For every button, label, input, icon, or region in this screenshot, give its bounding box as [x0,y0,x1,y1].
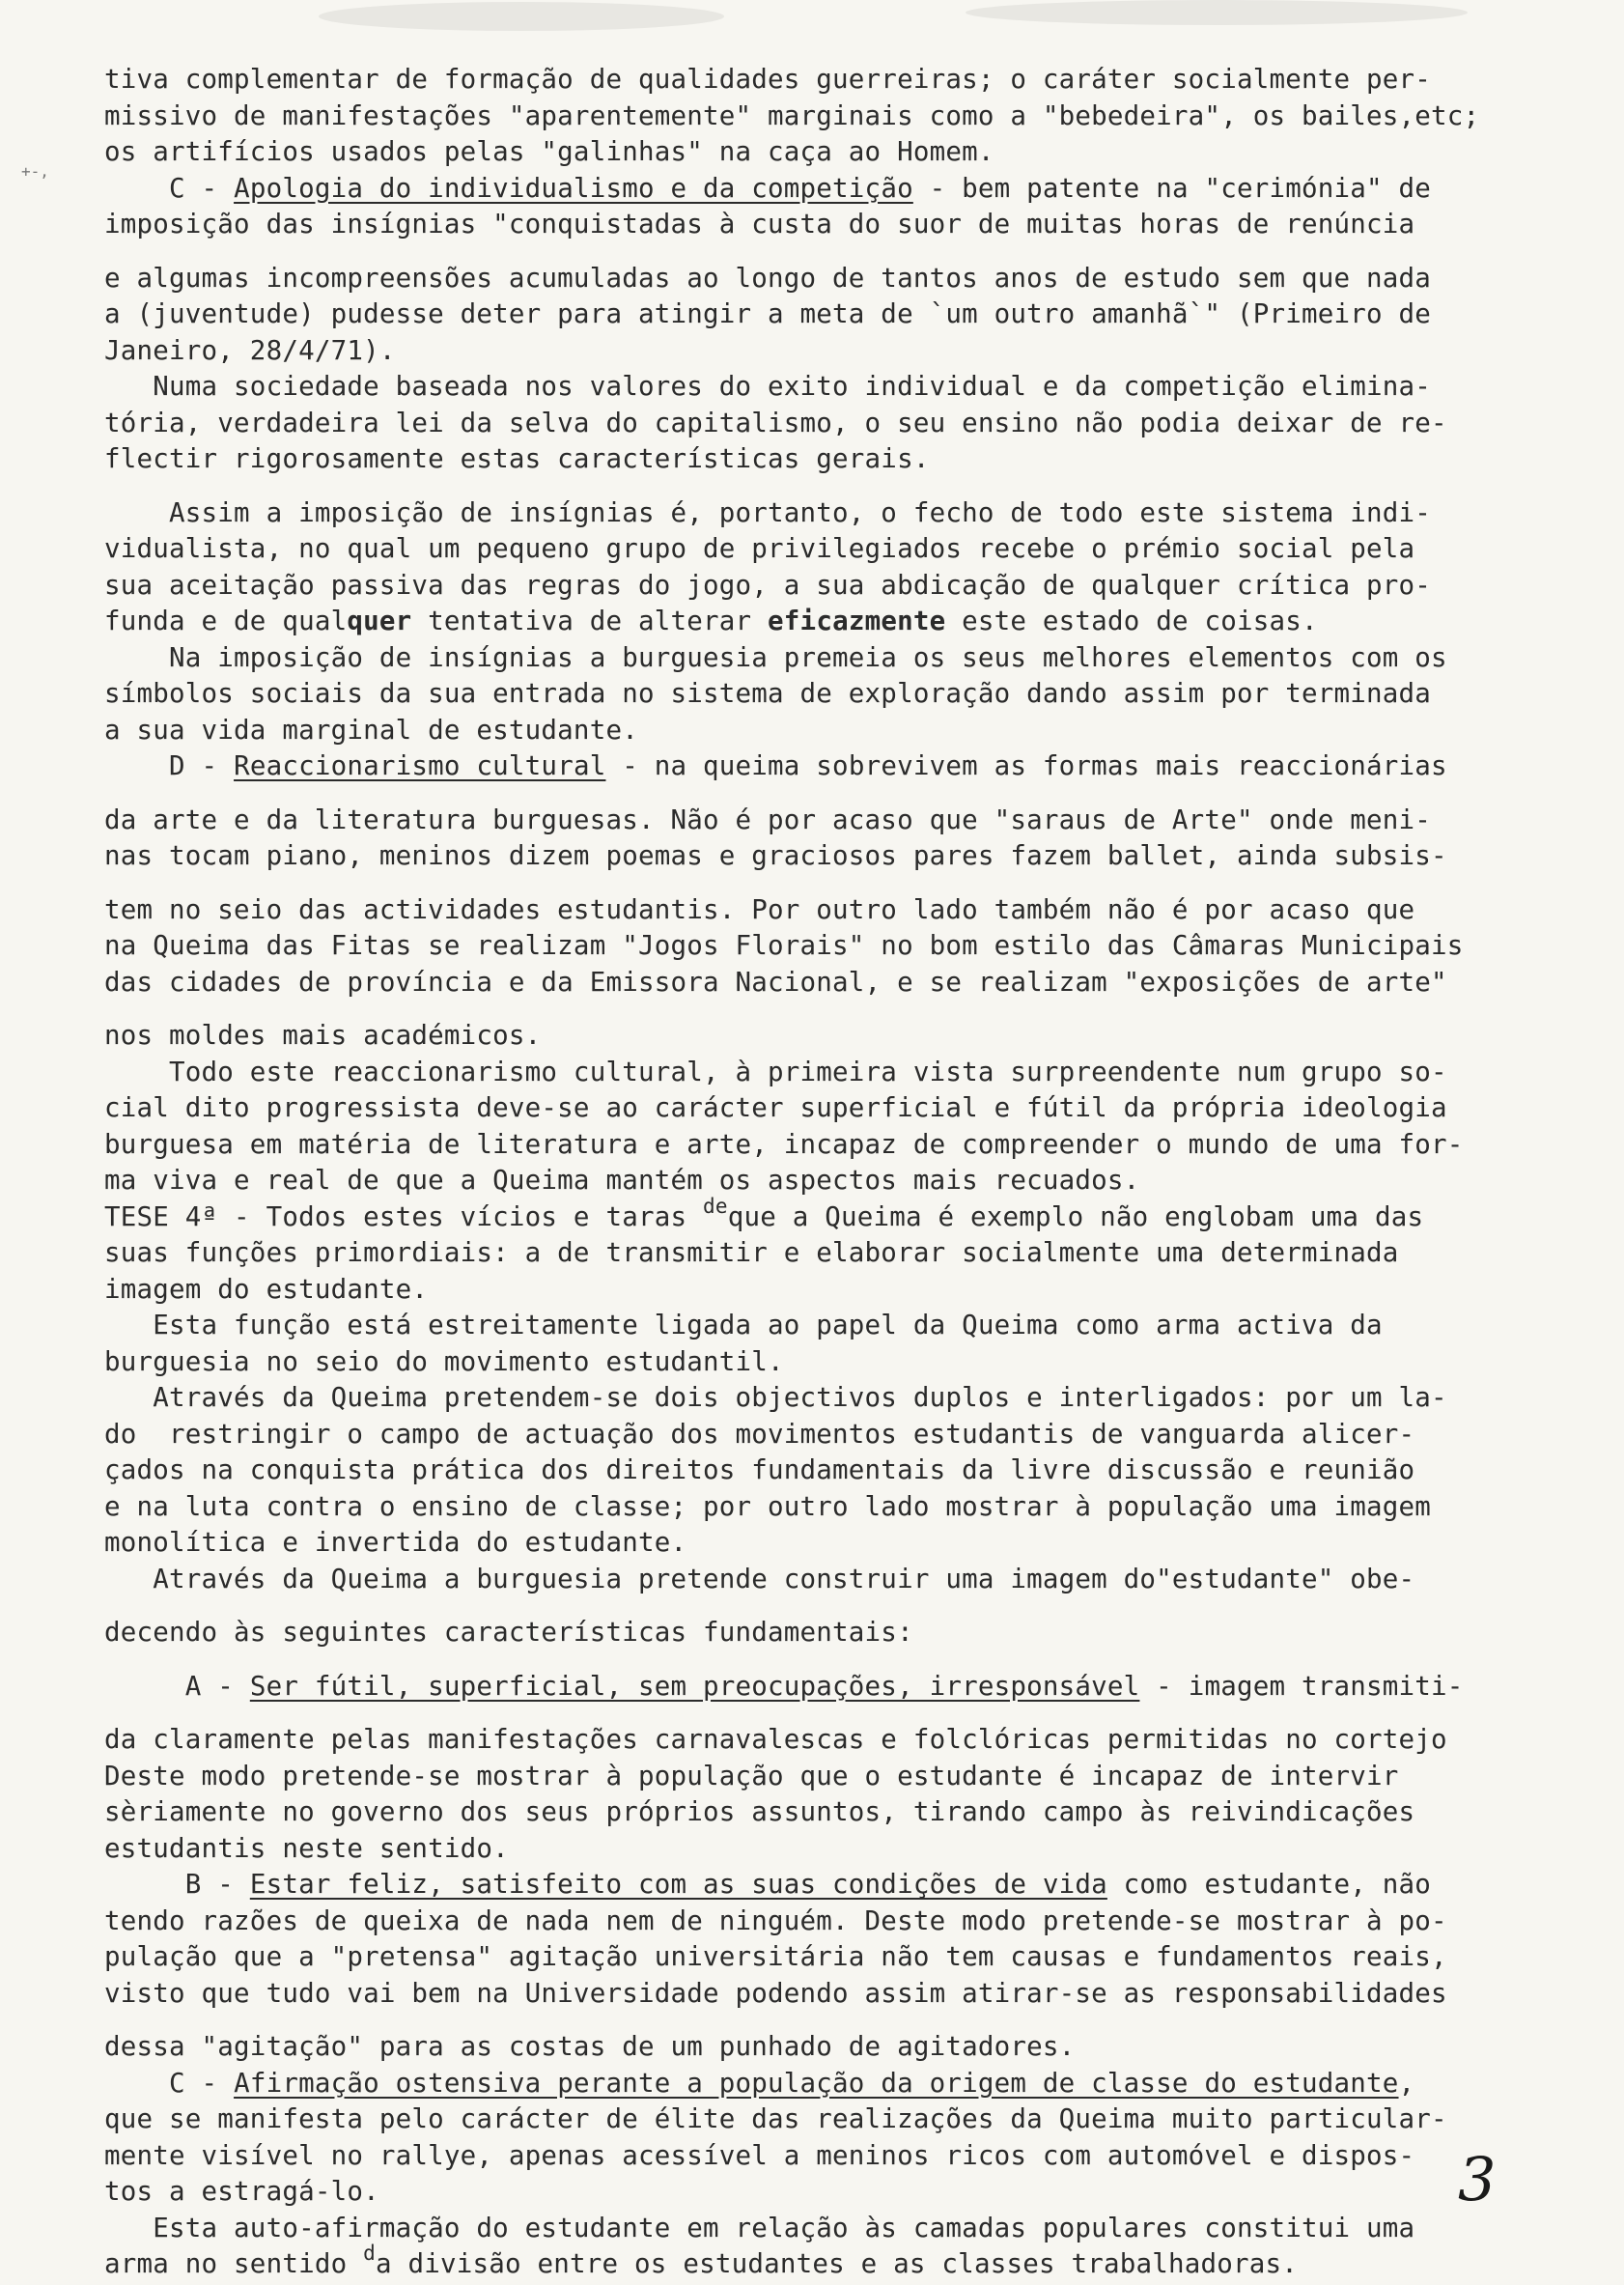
line-gap [104,785,1591,803]
text-line [104,803,1591,839]
line-text: como estudante, não [1106,1869,1432,1900]
line-text: Através da Queima a burguesia pretende construir uma imagem do"estudante" obe- [104,1563,1415,1594]
superscript-insertion: d [363,2242,376,2265]
text-line [104,1669,1591,1706]
line-text: mente visível no rallye, apenas acessível a meninos ricos com automóvel e dispos- [104,2139,1415,2171]
text-line [104,1018,1591,1055]
line-text: nos moldes mais académicos. [104,1020,542,1051]
line-text: vidualista, no qual um pequeno grupo de privilegiados recebe o prémio social pela [104,533,1415,564]
line-text: sua aceitação passiva das regras do jogo, a sua abdicação de qualquer crítica pro- [104,569,1432,601]
line-text: pulação que a "pretensa" agitação universitária não tem causas e fundamentos reais, [104,1941,1447,1972]
line-text: Esta auto-afirmação do estudante em relação às camadas populares constitui uma [104,2212,1415,2243]
text-line [104,1976,1591,2013]
line-text: Assim a imposição de insígnias é, portanto, o fecho de todo este sistema indi- [104,496,1432,528]
text-line [104,2029,1591,2066]
line-text: e na luta contra o ensino de classe; por outro lado mostrar à população uma imagem [104,1490,1432,1522]
text-line [104,1525,1591,1562]
line-text: Através da Queima pretendem-se dois objectivos duplos e interligados: por um la- [104,1382,1447,1413]
line-text: do restringir o campo de actuação dos movimentos estudantis de vanguarda alicer- [104,1418,1415,1450]
line-text: tem no seio das actividades estudantis. Por outro lado também não é por acaso que [104,893,1415,925]
line-text: cial dito progressista deve-se ao carácter superficial e fútil da própria ideologia [104,1092,1447,1123]
line-text: tos a estragá-lo. [104,2176,379,2207]
line-text: çados na conquista prática dos direitos fundamentais da livre discussão e reunião [104,1454,1415,1485]
superscript-insertion: de [703,1194,728,1218]
text-line [104,892,1591,929]
text-line [104,1380,1591,1417]
line-text: D - [104,750,235,781]
line-text: imposição das insígnias "conquistadas à custa do suor de muitas horas de renúncia [104,209,1415,240]
line-text: Todo este reaccionarismo cultural, à primeira vista surpreendente num grupo so- [104,1056,1447,1087]
line-text: tendo razões de queixa de nada nem de ninguém. Deste modo pretende-se mostrar à po- [104,1904,1447,1936]
text-line [104,713,1591,749]
line-text: arma no sentido [104,2248,364,2279]
line-text: monolítica e invertida do estudante. [104,1527,687,1558]
body-text [104,62,1591,2283]
text-line [104,2102,1591,2138]
line-text: B - [104,1869,250,1900]
line-gap [104,243,1591,261]
text-line [104,2138,1591,2175]
text-line [104,207,1591,243]
line-gap [104,1597,1591,1615]
text-line [104,1562,1591,1598]
text-line [104,261,1591,297]
line-text: - imagem transmiti- [1139,1670,1464,1702]
line-text: decendo às seguintes características fundamentais: [104,1617,913,1648]
text-line [104,568,1591,605]
line-text: C - [104,172,235,204]
line-text: Esta função está estreitamente ligada ao papel da Queima como arma activa da [104,1310,1383,1340]
bold-correction: quer [347,606,412,636]
line-text: burguesa em matéria de literatura e arte, incapaz de compreender o mundo de uma for- [104,1128,1464,1160]
text-line [104,1794,1591,1831]
text-line [104,1904,1591,1940]
underlined-heading: Estar feliz, satisfeito com as suas condições de vida [249,1869,1107,1900]
text-line [104,1194,1591,1236]
line-text: os artifícios usados pelas "galinhas" na caça ao Homem. [104,136,994,167]
text-line [104,1417,1591,1453]
line-text: que se manifesta pelo carácter de élite das realizações da Queima muito particular- [104,2103,1447,2134]
line-text: visto que tudo vai bem na Universidade podendo assim atirar-se as responsabilidades [104,1977,1447,2009]
line-text: C - [104,2067,235,2099]
text-line [104,1272,1591,1309]
line-text: Numa sociedade baseada nos valores do exito individual e da competição elimina- [104,371,1432,402]
text-line [104,134,1591,171]
line-text: e algumas incompreensões acumuladas ao longo de tantos anos de estudo sem que nada [104,262,1432,294]
text-line [104,171,1591,208]
underlined-heading: Reaccionarismo cultural [234,750,606,781]
line-text: - bem patente na "cerimónia" de [912,172,1432,204]
line-text: missivo de manifestações "aparentemente" marginais como a "bebedeira", os bailes,etc; [104,99,1480,131]
underlined-heading: Afirmação ostensiva perante a população da origem de classe do estudante [234,2067,1399,2099]
text-line [104,62,1591,99]
text-line [104,1163,1591,1199]
line-text: este estado de coisas. [945,606,1318,636]
text-line [104,1759,1591,1795]
text-line [104,1831,1591,1868]
scan-smudge [319,2,724,31]
text-line [104,531,1591,568]
text-line [104,2242,1591,2283]
text-line [104,928,1591,965]
line-text: TESE 4ª - Todos estes vícios e taras [104,1200,703,1232]
text-line [104,1453,1591,1489]
text-line [104,1615,1591,1651]
line-gap [104,1001,1591,1018]
line-text: da arte e da literatura burguesas. Não é por acaso que "saraus de Arte" onde meni- [104,804,1432,835]
line-text: das cidades de província e da Emissora Nacional, e se realizam "exposições de arte" [104,966,1447,998]
text-line [104,1867,1591,1904]
text-line [104,838,1591,875]
text-line [104,1127,1591,1164]
line-text: A - [104,1670,250,1702]
text-line [104,333,1591,370]
text-line [104,1344,1591,1381]
text-line [104,1090,1591,1127]
line-gap [104,478,1591,495]
text-line [104,1055,1591,1091]
underlined-heading: Apologia do individualismo e da competição [234,172,913,204]
text-line [104,296,1591,333]
text-line [104,1308,1591,1344]
line-text: tentativa de alterar [411,606,769,636]
line-text: suas funções primordiais: a de transmitir e elaborar socialmente uma determinada [104,1237,1399,1268]
line-gap [104,1705,1591,1722]
line-text: Janeiro, 28/4/71). [104,334,396,366]
line-text: sèriamente no governo dos seus próprios assuntos, tirando campo às reivindicações [104,1796,1415,1827]
text-line [104,2066,1591,2102]
text-line [104,604,1591,640]
line-text: funda e de qual [104,606,348,636]
text-line [104,1235,1591,1272]
bold-correction: eficazmente [768,606,946,636]
line-text: a sua vida marginal de estudante. [104,714,638,746]
line-text: na Queima das Fitas se realizam "Jogos Florais" no bom estilo das Câmaras Municipais [104,930,1464,961]
line-text: estudantis neste sentido. [104,1832,509,1864]
text-line [104,2211,1591,2247]
line-gap [104,2012,1591,2029]
line-text: da claramente pelas manifestações carnavalescas e folclóricas permitidas no cortejo [104,1724,1447,1755]
text-line [104,965,1591,1001]
underlined-heading: Ser fútil, superficial, sem preocupações, irresponsável [249,1670,1140,1702]
text-line [104,748,1591,785]
line-text: - na queima sobrevivem as formas mais reaccionárias [605,750,1447,781]
line-gap [104,875,1591,892]
line-text: flectir rigorosamente estas características gerais. [104,443,930,474]
scan-smudge [966,0,1468,25]
text-line [104,369,1591,406]
line-text: imagem do estudante. [104,1273,429,1305]
line-text: ma viva e real de que a Queima mantém os aspectos mais recuados. [104,1165,1140,1196]
line-text: dessa "agitação" para as costas de um punhado de agitadores. [104,2031,1076,2062]
text-line [104,676,1591,713]
text-line [104,495,1591,532]
text-line [104,99,1591,135]
line-text: que a Queima é exemplo não englobam uma das [727,1200,1424,1232]
line-text: tiva complementar de formação de qualidades guerreiras; o caráter socialmente per- [104,64,1432,95]
text-line [104,406,1591,442]
line-text: nas tocam piano, meninos dizem poemas e graciosos pares fazem ballet, ainda subsis- [104,840,1447,871]
line-text: a (juventude) pudesse deter para atingir a meta de `um outro amanhã`" (Primeiro de [104,298,1432,329]
margin-note: +-, [21,162,49,181]
page-number: 3 [1458,2144,1497,2214]
text-line [104,1939,1591,1976]
line-text: burguesia no seio do movimento estudantil. [104,1345,784,1377]
line-gap [104,1651,1591,1669]
text-line [104,1722,1591,1759]
line-text: Na imposição de insígnias a burguesia premeia os seus melhores elementos com os [104,641,1447,673]
line-text: , [1398,2067,1415,2099]
line-text: tória, verdadeira lei da selva do capitalismo, o seu ensino não podia deixar de re- [104,407,1447,438]
text-line [104,441,1591,478]
line-text: a divisão entre os estudantes e as classes trabalhadoras. [375,2248,1299,2279]
text-line [104,1489,1591,1526]
line-text: Deste modo pretende-se mostrar à população que o estudante é incapaz de intervir [104,1760,1399,1791]
line-text: símbolos sociais da sua entrada no sistema de exploração dando assim por terminada [104,678,1432,709]
text-line [104,640,1591,677]
text-line [104,2174,1591,2211]
